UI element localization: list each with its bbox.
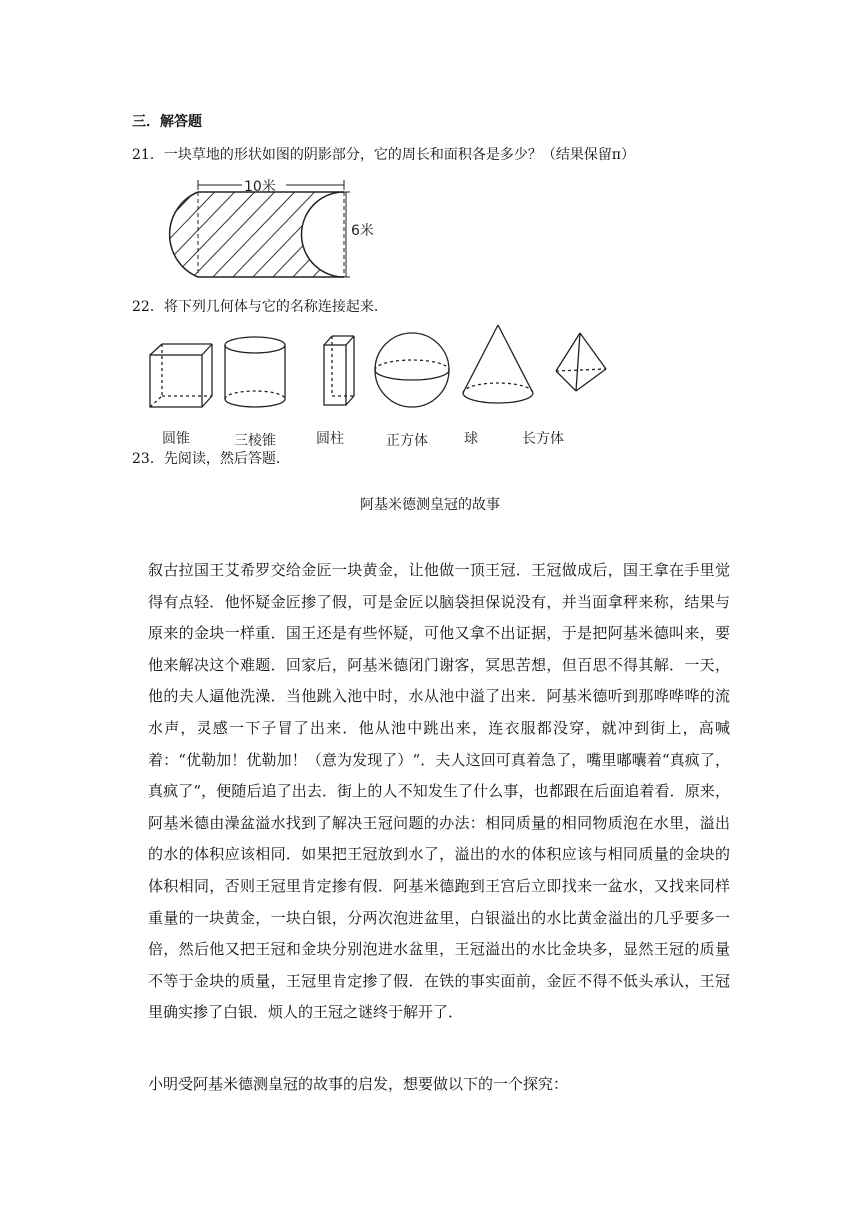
triangular-pyramid-icon <box>556 333 606 391</box>
cone-icon <box>463 325 533 403</box>
solid-name-label: 圆柱 <box>316 431 344 447</box>
question-22-text: 22．将下列几何体与它的名称连接起来. <box>132 299 379 315</box>
sphere-icon <box>375 333 449 407</box>
height-label: 6米 <box>351 220 374 240</box>
cylinder-icon <box>225 337 285 407</box>
section-title: 三．解答题 <box>132 114 202 130</box>
solid-name-label: 球 <box>464 431 478 447</box>
question-21-text: 21．一块草地的形状如图的阴影部分，它的周长和面积各是多少？（结果保留π） <box>132 147 636 163</box>
story-followup: 小明受阿基米德测皇冠的故事的启发，想要做以下的一个探究： <box>148 1075 569 1093</box>
solid-name-label: 三棱锥 <box>234 433 276 449</box>
question-23-text: 23．先阅读，然后答题. <box>132 451 281 467</box>
story-title: 阿基米德测皇冠的故事 <box>360 497 500 513</box>
story-body: 叙古拉国王艾希罗交给金匠一块黄金，让他做一顶王冠．王冠做成后，国王拿在手里觉得有点轻．他怀疑金匠掺了假，可是金匠以脑袋担保说没有，并当面拿秤来称，结果与原来的金块一样重．国王还是有些怀疑，可他又拿不出证据，于是把阿基米德叫来，要他来解决这个难题．回家后，阿基米德闭门谢客，冥思苦想，但百思不得其解．一天，他的夫人逼他洗澡．当他跳入池中时，水从池中溢了出来．阿基米德听到那哗哗哗的流水声，灵感一下子冒了出来．他从池中跳出来，连衣服都没穿，就冲到街上，高喊着：“优勒加！优勒加！（意为发现了）“．夫人这回可真着急了，嘴里嘟囔着“真疯了，真疯了“，便随后追了出去．街上的人不知发生了什么事，也都跟在后面追着看．原来，阿基米德由澡盆溢水找到了解决王冠问题的办法：相同质量的相同物质泡在水里，溢出的水的体积应该相同．如果把王冠放到水了，溢出的水的体积应该与相同质量的金块的体积相同，否则王冠里肯定掺有假．阿基米德跑到王宫后立即找来一盆水，又找来同样重量的一块黄金，一块白银，分两次泡进盆里，白银溢出的水比黄金溢出的几乎要多一倍，然后他又把王冠和金块分别泡进水盆里，王冠溢出的水比金块多，显然王冠的质量不等于金块的质量，王冠里肯定掺了假．在铁的事实面前，金匠不得不低头承认，王冠里确实掺了白银．烦人的王冠之谜终于解开了． <box>148 561 730 1022</box>
cuboid-icon <box>324 336 354 405</box>
solids-figure <box>140 325 612 449</box>
width-label: 10米 <box>244 179 276 195</box>
solid-name-label: 正方体 <box>386 433 428 449</box>
cube-icon <box>150 344 212 407</box>
solid-name-label: 圆锥 <box>162 431 190 447</box>
solid-name-label: 长方体 <box>522 431 564 447</box>
